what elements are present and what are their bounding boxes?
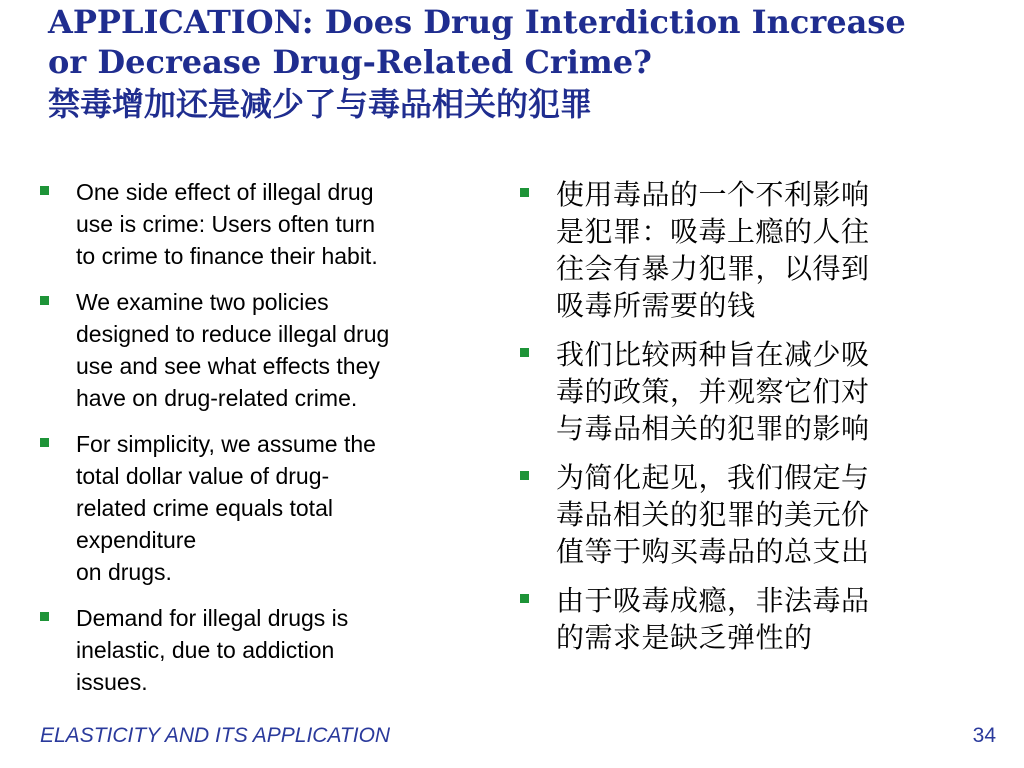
bullet-square-icon: [520, 471, 529, 480]
bullet-square-icon: [40, 186, 49, 195]
chinese-bullet-list: [520, 176, 950, 668]
english-bullet-list: [40, 176, 480, 712]
chinese-bullet-4-text: 由于吸毒成瘾，非法毒品 的需求是缺乏弹性的: [556, 584, 870, 654]
footer-chapter-title: ELASTICITY AND ITS APPLICATION: [40, 724, 391, 747]
english-bullet-4: [40, 602, 480, 698]
english-bullet-1-text: One side effect of illegal drug use is crime: Users often turn to crime to finance their habit.: [76, 179, 378, 269]
bullet-square-icon: [520, 348, 529, 357]
page-number: 34: [972, 724, 996, 747]
chinese-bullet-1-text: 使用毒品的一个不利影响 是犯罪：吸毒上瘾的人往 往会有暴力犯罪，以得到 吸毒所需要的钱: [556, 178, 870, 322]
slide-title: [48, 2, 1008, 126]
english-bullet-2: [40, 286, 480, 414]
bullet-square-icon: [40, 612, 49, 621]
chinese-bullet-3-text: 为简化起见，我们假定与 毒品相关的犯罪的美元价 值等于购买毒品的总支出: [556, 461, 870, 568]
chinese-bullet-2: [520, 336, 950, 447]
english-bullet-3-text: For simplicity, we assume the total dollar value of drug- related crime equals total expenditure on drugs.: [76, 431, 376, 585]
title-line-1: APPLICATION: Does Drug Interdiction Increase: [48, 3, 906, 41]
bullet-square-icon: [40, 296, 49, 305]
bullet-square-icon: [520, 594, 529, 603]
english-bullet-2-text: We examine two policies designed to reduce illegal drug use and see what effects they have on drug-related crime.: [76, 289, 390, 411]
chinese-bullet-4: [520, 582, 950, 656]
bullet-square-icon: [520, 188, 529, 197]
english-bullet-1: [40, 176, 480, 272]
chinese-bullet-1: [520, 176, 950, 324]
english-bullet-4-text: Demand for illegal drugs is inelastic, due to addiction issues.: [76, 605, 349, 695]
bullet-square-icon: [40, 438, 49, 447]
title-line-chinese: 禁毒增加还是减少了与毒品相关的犯罪: [48, 85, 593, 123]
english-bullet-3: [40, 428, 480, 588]
chinese-bullet-2-text: 我们比较两种旨在减少吸 毒的政策，并观察它们对 与毒品相关的犯罪的影响: [556, 338, 870, 445]
title-line-2: or Decrease Drug-Related Crime?: [48, 43, 652, 81]
chinese-bullet-3: [520, 459, 950, 570]
